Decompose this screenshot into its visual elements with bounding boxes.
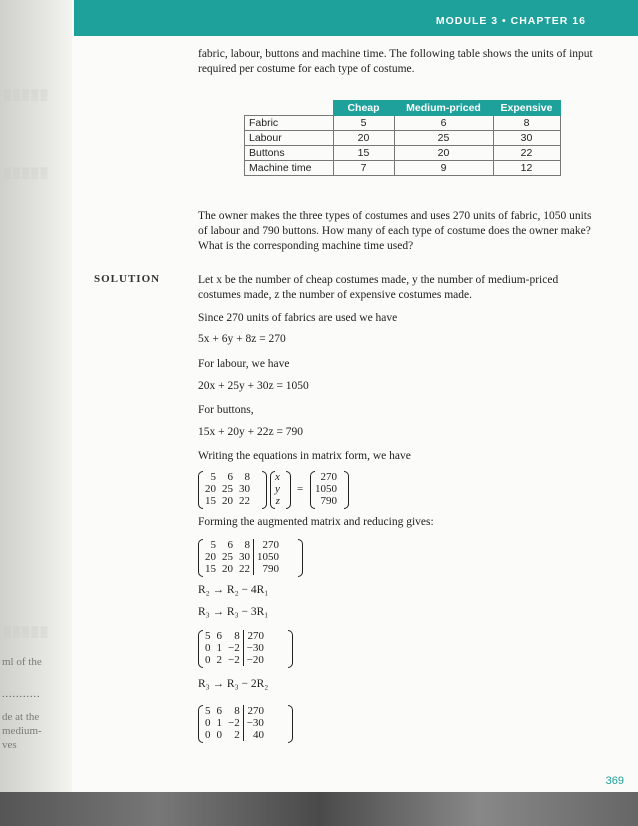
matrix-cell: −20 <box>243 654 267 666</box>
costume-input-table <box>244 100 561 176</box>
table-cell: 22 <box>493 146 560 161</box>
column-header: Cheap <box>333 101 394 116</box>
augmented-table <box>202 539 282 575</box>
row-label: Labour <box>245 131 334 146</box>
matrix-cell: 790 <box>254 563 283 575</box>
matrix-cell: 0 <box>205 729 211 741</box>
matrix-cell: 1 <box>216 717 222 729</box>
matrix-cell: −2 <box>228 642 240 654</box>
solution-paragraph: Let x be the number of cheap costumes made, y the number of medium-priced costumes made, z the number of expensive costumes made. <box>198 274 559 301</box>
coefficient-matrix <box>202 471 253 507</box>
bracket <box>298 539 303 577</box>
matrix-cell: 25 <box>222 483 233 495</box>
matrix-cell: −30 <box>243 717 267 729</box>
question-paragraph: The owner makes the three types of costumes and uses 270 units of fabric, 1050 units of labour and 790 buttons. How many of each type of costume does the owner make? What is the corresponding machine time used? <box>198 210 592 252</box>
matrix-cell: 1050 <box>315 483 337 495</box>
matrix-cell: −2 <box>228 717 240 729</box>
matrix-cell: 0 <box>205 642 211 654</box>
row-label: Buttons <box>245 146 334 161</box>
matrix-cell: 20 <box>222 495 233 507</box>
matrix-cell: 22 <box>239 563 250 575</box>
matrix-cell: z <box>275 495 280 507</box>
margin-dots: ........... <box>2 689 41 700</box>
row-label: Machine time <box>245 161 334 176</box>
column-header: Medium-priced <box>394 101 493 116</box>
matrix-cell: y <box>275 483 280 495</box>
table-cell: 5 <box>333 116 394 131</box>
intro-paragraph: fabric, labour, buttons and machine time. The following table shows the units of input required per costume for each type of costume. <box>198 48 593 75</box>
table-cell: 20 <box>394 146 493 161</box>
solution-heading: SOLUTION <box>94 273 161 285</box>
matrix-cell: 6 <box>216 705 222 717</box>
solution-paragraph: For labour, we have <box>198 358 290 370</box>
matrix-cell: 20 <box>222 563 233 575</box>
bracket <box>262 471 267 509</box>
solution-paragraph: Forming the augmented matrix and reducing gives: <box>198 516 434 528</box>
matrix-cell: 2 <box>234 729 240 741</box>
table-cell: 8 <box>493 116 560 131</box>
chapter-header-bar <box>74 0 638 36</box>
augmented-matrix-3 <box>198 705 318 743</box>
matrix-equation <box>198 471 358 509</box>
matrix-cell: 40 <box>243 729 267 741</box>
solution-paragraph: For buttons, <box>198 404 254 416</box>
table-cell: 30 <box>493 131 560 146</box>
augmented-table <box>202 630 267 666</box>
ghost-text: ▒▒▒▒▒ <box>4 168 50 179</box>
row-operation: R₂ → R₂ − 4R₁ <box>198 584 269 596</box>
augmented-matrix-2 <box>198 630 318 668</box>
matrix-cell: 5 <box>205 630 211 642</box>
matrix-cell: 15 <box>205 563 216 575</box>
table-cell: 9 <box>394 161 493 176</box>
matrix-cell: −30 <box>243 642 267 654</box>
matrix-cell: 30 <box>239 483 250 495</box>
matrix-cell: 270 <box>320 471 337 483</box>
table-row <box>245 161 561 176</box>
ghost-text: ▒▒▒▒▒ <box>4 627 50 638</box>
matrix-cell: 5 <box>205 705 211 717</box>
augmented-table <box>202 705 267 741</box>
bracket <box>288 630 293 668</box>
equals-sign: = <box>297 483 304 495</box>
row-label: Fabric <box>245 116 334 131</box>
equation-buttons: 15x + 20y + 22z = 790 <box>198 426 304 438</box>
table-cell: 15 <box>333 146 394 161</box>
table-corner <box>245 101 334 116</box>
matrix-cell: 270 <box>243 705 267 717</box>
augmented-matrix-1 <box>198 539 318 577</box>
row-operation: R₃ → R₃ − 2R₂ <box>198 678 269 690</box>
row-operation: R₃ → R₃ − 3R₁ <box>198 606 269 618</box>
matrix-cell: 5 <box>210 539 216 551</box>
bracket <box>288 705 293 743</box>
bracket <box>344 471 349 509</box>
matrix-cell: 270 <box>254 539 283 551</box>
margin-text: ves <box>2 739 17 751</box>
solution-paragraph: Since 270 units of fabrics are used we have <box>198 312 398 324</box>
matrix-cell: 15 <box>205 495 216 507</box>
matrix-cell: 30 <box>239 551 250 563</box>
matrix-cell: 790 <box>320 495 337 507</box>
bracket <box>286 471 291 509</box>
matrix-cell: 2 <box>216 654 222 666</box>
matrix-cell: 20 <box>205 551 216 563</box>
scan-bottom-edge <box>0 792 638 826</box>
matrix-cell: 0 <box>205 654 211 666</box>
margin-text: medium- <box>2 725 42 737</box>
matrix-cell: 8 <box>244 471 250 483</box>
matrix-cell: 8 <box>234 630 240 642</box>
matrix-cell: 0 <box>216 729 222 741</box>
equation-labour: 20x + 25y + 30z = 1050 <box>198 380 309 392</box>
margin-text: de at the <box>2 711 40 723</box>
solution-paragraph: Writing the equations in matrix form, we have <box>198 450 411 462</box>
matrix-cell: 20 <box>205 483 216 495</box>
margin-text: ml of the <box>2 656 42 668</box>
matrix-cell: 8 <box>234 705 240 717</box>
matrix-cell: 22 <box>239 495 250 507</box>
table-row <box>245 131 561 146</box>
table-header-row <box>245 101 561 116</box>
table-cell: 12 <box>493 161 560 176</box>
column-header: Expensive <box>493 101 560 116</box>
table-row <box>245 146 561 161</box>
matrix-cell: −2 <box>228 654 240 666</box>
matrix-cell: 5 <box>210 471 216 483</box>
table-cell: 6 <box>394 116 493 131</box>
matrix-cell: 25 <box>222 551 233 563</box>
previous-page-gutter <box>0 0 72 826</box>
matrix-cell: 6 <box>227 539 233 551</box>
matrix-cell: 6 <box>216 630 222 642</box>
rhs-vector <box>312 471 340 507</box>
table-cell: 20 <box>333 131 394 146</box>
ghost-text: ▒▒▒▒▒ <box>4 90 50 101</box>
page-number: 369 <box>605 775 624 787</box>
matrix-cell: x <box>275 471 280 483</box>
table-cell: 7 <box>333 161 394 176</box>
table-row <box>245 116 561 131</box>
matrix-cell: 270 <box>243 630 267 642</box>
table-cell: 25 <box>394 131 493 146</box>
equation-fabric: 5x + 6y + 8z = 270 <box>198 333 286 345</box>
variable-vector <box>272 471 283 507</box>
chapter-label: MODULE 3 • CHAPTER 16 <box>435 15 586 27</box>
matrix-cell: 1050 <box>254 551 283 563</box>
matrix-cell: 8 <box>244 539 250 551</box>
matrix-cell: 6 <box>227 471 233 483</box>
matrix-cell: 1 <box>216 642 222 654</box>
matrix-cell: 0 <box>205 717 211 729</box>
